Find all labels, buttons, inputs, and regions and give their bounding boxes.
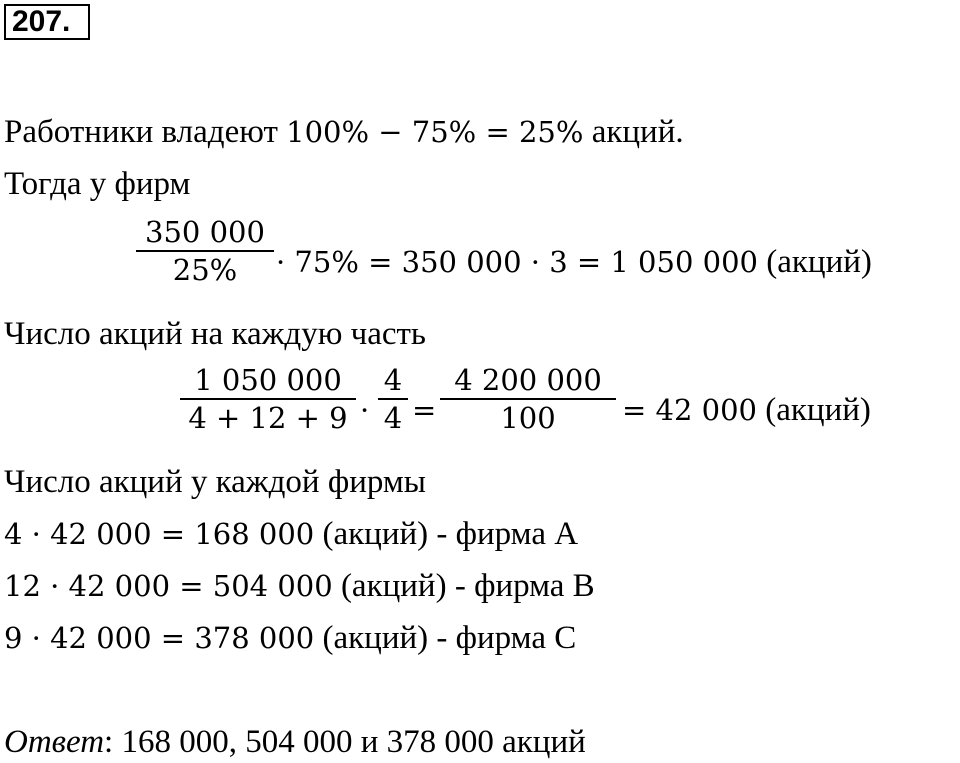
eq1-denominator: 25%	[172, 253, 238, 287]
eq2-result: = 42 000	[622, 393, 757, 427]
line-employees-tail: акций.	[583, 114, 684, 150]
eq1-numerator: 350 000	[145, 215, 265, 249]
line-per-part: Число акций на каждую часть	[4, 316, 426, 352]
firm-b-text: (акций) - фирма В	[332, 568, 595, 604]
eq2-fraction-3	[440, 362, 616, 436]
answer-text: 168 000, 504 000 и 378 000 акций	[113, 724, 586, 760]
line-employees-text: Работники владеют	[4, 114, 287, 150]
firm-c-line	[4, 618, 576, 658]
eq1-fraction	[136, 214, 274, 288]
eq2-f1-denominator: 4 + 12 + 9	[188, 401, 348, 435]
answer-label: Ответ	[4, 724, 105, 760]
line-employees-math: 100% − 75% = 25%	[286, 115, 584, 149]
firm-b-math: 12 · 42 000 = 504 000	[4, 569, 333, 603]
eq2-rest	[622, 390, 871, 430]
eq1-rest	[276, 242, 872, 282]
eq2-f2-denominator: 4	[383, 401, 403, 435]
problem-number: 207.	[4, 4, 90, 40]
eq2-equals: =	[412, 393, 437, 427]
firm-a-text: (акций) - фирма А	[314, 516, 579, 552]
eq2-fraction-1	[180, 362, 356, 436]
line-then-firms: Тогда у фирм	[4, 166, 191, 202]
eq2-f3-denominator: 100	[500, 401, 556, 435]
eq2-unit: (акций)	[757, 392, 871, 428]
eq2-fraction-2	[378, 362, 408, 436]
line-employees	[4, 112, 684, 152]
answer-line	[4, 722, 586, 762]
eq2-f2-numerator: 4	[383, 363, 403, 397]
firm-a-math: 4 · 42 000 = 168 000	[4, 517, 315, 551]
answer-colon: :	[104, 724, 114, 760]
eq1-unit: (акций)	[757, 244, 872, 280]
firm-c-math: 9 · 42 000 = 378 000	[4, 621, 315, 655]
firm-c-text: (акций) - фирма С	[314, 620, 577, 656]
eq2-f1-numerator: 1 050 000	[194, 363, 342, 397]
eq2-dot: ·	[360, 393, 370, 427]
firm-a-line	[4, 514, 578, 554]
line-per-firm: Число акций у каждой фирмы	[4, 464, 426, 500]
eq1-expression: · 75% = 350 000 · 3 = 1 050 000	[276, 245, 758, 279]
eq2-f3-numerator: 4 200 000	[454, 363, 602, 397]
firm-b-line	[4, 566, 595, 606]
